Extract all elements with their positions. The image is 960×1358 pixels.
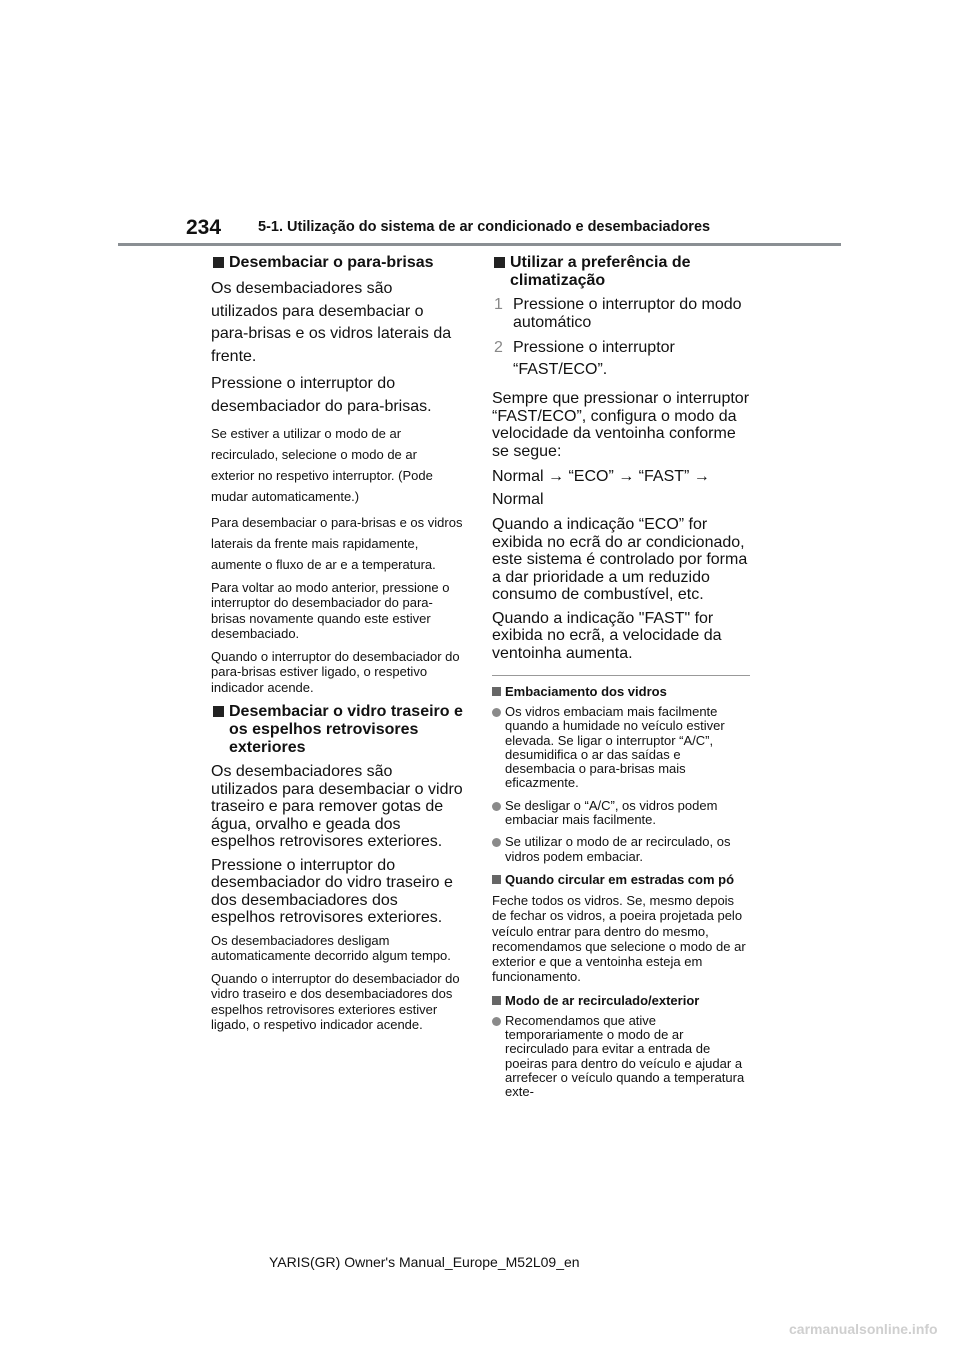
paragraph: Os desembaciadores são utilizados para desembaciar o para-brisas e os vidros laterais da frente.: [211, 280, 452, 365]
header-rule: [118, 243, 841, 246]
note: Os desembaciadores desligam automaticamente decorrido algum tempo.: [211, 932, 451, 963]
heading-text: Desembaciar o para-brisas: [229, 254, 434, 271]
circle-bullet-icon: [492, 802, 501, 811]
list-item: [492, 835, 750, 864]
subheading-air-mode: [492, 993, 750, 1008]
square-bullet-icon: [494, 257, 505, 268]
note: Quando o interruptor do desembaciador do para-brisas estiver ligado, o respetivo indicador acende.: [211, 649, 460, 695]
paragraph: Quando a indicação "FAST" for exibida no ecrã, a velocidade da ventoinha aumenta.: [492, 609, 722, 662]
heading-defrost-rear-window: [211, 703, 463, 757]
square-bullet-icon: [492, 875, 501, 884]
right-column: [492, 254, 750, 1108]
left-column: [211, 254, 463, 1040]
subsection-divider: [492, 675, 750, 676]
heading-text: Utilizar a preferência de climatização: [510, 254, 691, 289]
page-number: 234: [186, 216, 222, 239]
heading-climate-preference: [492, 254, 750, 290]
list-item: [492, 799, 750, 828]
subheading-text: Quando circular em estradas com pó: [505, 871, 735, 887]
list-item-text: Os vidros embaciam mais facilmente quando a humidade no veículo estiver elevada. Se ligar o interruptor “A/C”, desumidifica o ar das saídas e desembacia o para-brisas mais eficazmente.: [505, 704, 725, 791]
circle-bullet-icon: [492, 838, 501, 847]
list-item-text: Se utilizar o modo de ar recirculado, os vidros podem embaciar.: [505, 834, 731, 864]
section-title: 5-1. Utilização do sistema de ar condicionado e desembaciadores: [258, 219, 711, 235]
square-bullet-icon: [213, 706, 224, 717]
note: Se estiver a utilizar o modo de ar recirculado, selecione o modo de ar exterior no respetivo interruptor. (Pode mudar automaticamente.): [211, 426, 433, 504]
list-item: [492, 1014, 750, 1100]
paragraph: Pressione o interruptor do desembaciador do para-brisas.: [211, 375, 432, 415]
paragraph: Feche todos os vidros. Se, mesmo depois de fechar os vidros, a poeira projetada pelo veículo entrar para dentro do mesmo, recomendamos que selecione o modo de ar exterior e que a ventoinha esteja em funcionamento.: [492, 892, 746, 985]
note: Quando o interruptor do desembaciador do vidro traseiro e dos desembaciadores dos espelhos retrovisores exteriores estiver ligado, o respetivo indicador acende.: [211, 971, 460, 1033]
paragraph: Sempre que pressionar o interruptor “FAST/ECO”, configura o modo da velocidade da ventoinha conforme se segue:: [492, 390, 750, 460]
square-bullet-icon: [213, 257, 224, 268]
subheading-text: Modo de ar recirculado/exterior: [505, 992, 700, 1008]
list-item-text: Se desligar o “A/C”, os vidros podem embaciar mais facilmente.: [505, 797, 718, 828]
manual-identifier: YARIS(GR) Owner's Manual_Europe_M52L09_en: [269, 1254, 580, 1270]
paragraph-sequence: Normal → “ECO” → “FAST” → Normal: [492, 468, 710, 508]
step-2: [492, 337, 750, 381]
note: Para desembaciar o para-brisas e os vidros laterais da frente mais rapidamente, aumente o fluxo de ar e a temperatura.: [211, 515, 463, 572]
paragraph: Pressione o interruptor do desembaciador do vidro traseiro e dos desembaciadores dos espelhos retrovisores exteriores.: [211, 856, 453, 927]
step-number: 1: [494, 296, 503, 313]
step-number: 2: [494, 339, 503, 356]
list-item-text: Recomendamos que ative temporariamente o modo de ar recirculado para evitar a entrada de poeiras para dentro do veículo e ajudar a arrefecer o veículo quando a temperatura exte-: [505, 1012, 745, 1100]
subheading-text: Embaciamento dos vidros: [505, 684, 667, 699]
paragraph: Quando a indicação “ECO” for exibida no ecrã do ar condicionado, este sistema é controlado por forma a dar prioridade a um reduzido consumo de combustível, etc.: [492, 516, 748, 603]
step-text: Pressione o interruptor do modo automático: [513, 296, 742, 331]
circle-bullet-icon: [492, 1017, 501, 1026]
note: Para voltar ao modo anterior, pressione o interruptor do desembaciador do para-brisas novamente quando este estiver desembaciado.: [211, 580, 450, 641]
step-1: [492, 296, 750, 331]
square-bullet-icon: [492, 996, 501, 1005]
heading-defrost-windshield: [211, 254, 463, 272]
circle-bullet-icon: [492, 708, 501, 717]
paragraph: Os desembaciadores são utilizados para desembaciar o vidro traseiro e para remover gotas de água, orvalho e geada dos espelhos retrovisores exteriores.: [211, 763, 463, 851]
watermark: carmanualsonline.info: [789, 1321, 938, 1337]
square-bullet-icon: [492, 687, 501, 696]
subheading-dusty-roads: [492, 872, 750, 887]
subheading-window-fogging: [492, 684, 750, 699]
heading-text: Desembaciar o vidro traseiro e os espelhos retrovisores exteriores: [229, 703, 463, 757]
list-item: [492, 705, 750, 791]
step-text: Pressione o interruptor “FAST/ECO”.: [513, 339, 675, 378]
